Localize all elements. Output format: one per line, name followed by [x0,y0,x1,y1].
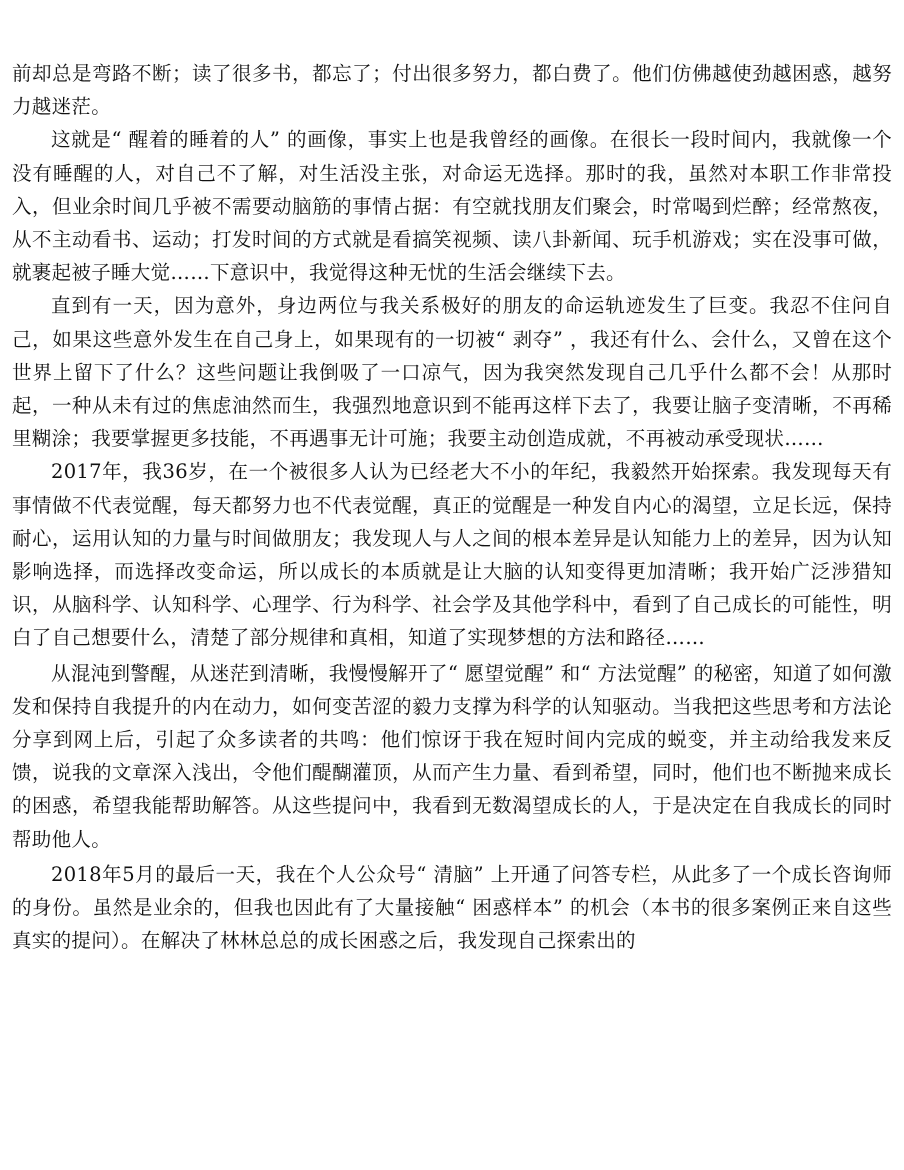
body-text [12,57,892,957]
paragraph-2017-exploration: 2017年，我36岁，在一个被很多人认为已经老大不小的年纪，我毅然开始探索。我发现每天有事情做不代表觉醒，每天都努力也不代表觉醒，真正的觉醒是一种发自内心的渴望，立足长远，保持耐心，运用认知的力量与时间做朋友；我发现人与人之间的根本差异是认知能力上的差异，因为认知影响选择，而选择改变命运，所以成长的本质就是让大脑的认知变得更加清晰；我开始广泛涉猎知识，从脑科学、认知科学、心理学、行为科学、社会学及其他学科中，看到了自己成长的可能性，明白了自己想要什么，清楚了部分规律和真相，知道了实现梦想的方法和路径…… [12,460,892,650]
paragraph-sleeping-awake-portrait: 这就是“ 醒着的睡着的人” 的画像，事实上也是我曾经的画像。在很长一段时间内，我就像一个没有睡醒的人，对自己不了解，对生活没主张，对命运无选择。那时的我，虽然对本职工作非常投入，但业余时间几乎被不需要动脑筋的事情占据：有空就找朋友们聚会，时常喝到烂醉；经常熬夜，从不主动看书、运动；打发时间的方式就是看搞笑视频、读八卦新闻、玩手机游戏；实在没事可做，就裹起被子睡大觉……下意识中，我觉得这种无忧的生活会继续下去。 [12,128,892,285]
paragraph-2018-column: 2018年5月的最后一天，我在个人公众号“ 清脑” 上开通了问答专栏，从此多了一个成长咨询师的身份。虽然是业余的，但我也因此有了大量接触“ 困惑样本” 的机会（本书的很多案例正来自这些真实的提问）。在解决了林林总总的成长困惑之后，我发现自己探索出的 [12,862,892,953]
paragraph-awakening-secret: 从混沌到警醒，从迷茫到清晰，我慢慢解开了“ 愿望觉醒” 和“ 方法觉醒” 的秘密，知道了如何激发和保持自我提升的内在动力，如何变苦涩的毅力支撑为科学的认知驱动。当我把这些思考和方法论分享到网上后，引起了众多读者的共鸣：他们惊讶于我在短时间内完成的蜕变，并主动给我发来反馈，说我的文章深入浅出，令他们醍醐灌顶，从而产生力量、看到希望，同时，他们也不断抛来成长的困惑，希望我能帮助解答。从这些提问中，我看到无数渴望成长的人，于是决定在自我成长的同时帮助他人。 [12,661,892,851]
paragraph-turning-point: 直到有一天，因为意外，身边两位与我关系极好的朋友的命运轨迹发生了巨变。我忍不住问自己，如果这些意外发生在自己身上，如果现有的一切被“ 剥夺” ，我还有什么、会什么，又曾在这个世界上留下了什么？这些问题让我倒吸了一口凉气，因为我突然发现自己几乎什么都不会！从那时起，一种从未有过的焦虑油然而生，我强烈地意识到不能再这样下去了，我要让脑子变清晰，不再稀里糊涂；我要掌握更多技能，不再遇事无计可施；我要主动创造成就，不再被动承受现状…… [12,294,892,451]
paragraph-continuation: 前却总是弯路不断；读了很多书，都忘了；付出很多努力，都白费了。他们仿佛越使劲越困惑，越努力越迷茫。 [12,62,892,119]
